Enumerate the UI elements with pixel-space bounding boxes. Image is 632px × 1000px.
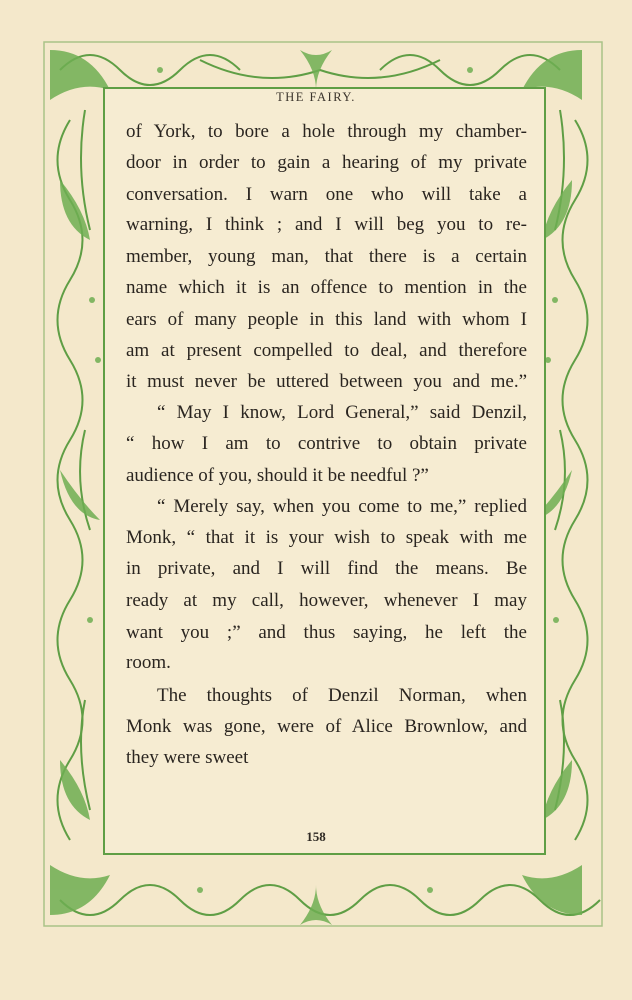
- text-line: ears of many people in this land with whom I: [126, 309, 527, 330]
- text-line: they were sweet: [126, 747, 249, 768]
- text-line: door in order to gain a hearing of my private: [126, 152, 527, 173]
- text-line: want you ;” and thus saying, he left the: [126, 622, 527, 643]
- text-line: The thoughts of Denzil Norman, when: [157, 685, 527, 706]
- text-line: ready at my call, however, whenever I may: [126, 590, 527, 611]
- text-line: of York, to bore a hole through my chamber-: [126, 121, 527, 142]
- text-line: Monk was gone, were of Alice Brownlow, and: [126, 716, 527, 737]
- text-line: it must never be uttered between you and me.”: [126, 371, 527, 392]
- text-line: warning, I think ; and I will beg you to re-: [126, 214, 527, 235]
- text-line: conversation. I warn one who will take a: [126, 184, 527, 205]
- text-line: “ Merely say, when you come to me,” replied: [157, 496, 527, 517]
- page-number: 158: [306, 829, 326, 844]
- text-line: am at present compelled to deal, and therefore: [126, 340, 527, 361]
- text-line: Monk, “ that it is your wish to speak with me: [126, 527, 527, 548]
- text-line: audience of you, should it be needful ?”: [126, 465, 429, 486]
- text-line: name which it is an offence to mention in the: [126, 277, 527, 298]
- text-line: in private, and I will find the means. Be: [126, 558, 527, 579]
- text-line: “ May I know, Lord General,” said Denzil,: [157, 402, 527, 423]
- text-line: member, young man, that there is a certain: [126, 246, 527, 267]
- running-head: THE FAIRY.: [276, 90, 356, 104]
- text-line: room.: [126, 652, 171, 673]
- text-line: “ how I am to contrive to obtain private: [126, 433, 527, 454]
